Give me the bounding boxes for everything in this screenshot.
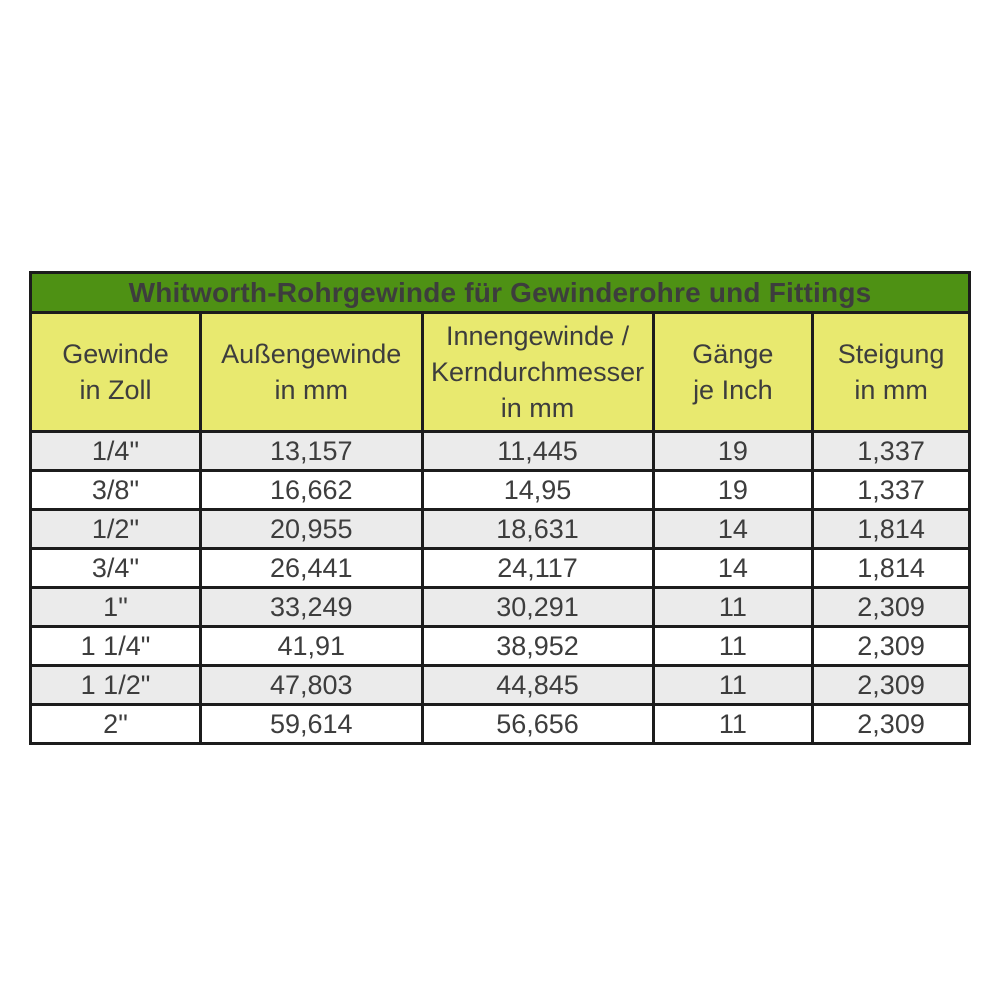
table-cell: 56,656 bbox=[422, 705, 653, 744]
table-cell: 30,291 bbox=[422, 588, 653, 627]
table-row bbox=[31, 666, 970, 705]
table-cell: 1,814 bbox=[813, 510, 970, 549]
table-cell: 59,614 bbox=[200, 705, 422, 744]
table-cell: 38,952 bbox=[422, 627, 653, 666]
table-cell: 1" bbox=[31, 588, 201, 627]
column-header-steigung: Steigung in mm bbox=[813, 313, 970, 432]
table-cell: 2,309 bbox=[813, 588, 970, 627]
table-cell: 1,337 bbox=[813, 432, 970, 471]
table-row bbox=[31, 432, 970, 471]
whitworth-thread-table bbox=[29, 271, 971, 745]
column-header-innengewinde: Innengewinde / Kerndurchmesser in mm bbox=[422, 313, 653, 432]
table-cell: 1 1/4" bbox=[31, 627, 201, 666]
table-cell: 11 bbox=[653, 588, 813, 627]
table-cell: 41,91 bbox=[200, 627, 422, 666]
table-cell: 1,814 bbox=[813, 549, 970, 588]
table-cell: 26,441 bbox=[200, 549, 422, 588]
table-cell: 19 bbox=[653, 432, 813, 471]
table-cell: 44,845 bbox=[422, 666, 653, 705]
table-row bbox=[31, 588, 970, 627]
column-header-gewinde-in-zoll: Gewinde in Zoll bbox=[31, 313, 201, 432]
table-cell: 11,445 bbox=[422, 432, 653, 471]
table-cell: 11 bbox=[653, 666, 813, 705]
table-row bbox=[31, 471, 970, 510]
table-title: Whitworth-Rohrgewinde für Gewinderohre und Fittings bbox=[31, 273, 970, 313]
table-cell: 11 bbox=[653, 705, 813, 744]
title-row bbox=[31, 273, 970, 313]
table-row bbox=[31, 627, 970, 666]
table-cell: 33,249 bbox=[200, 588, 422, 627]
table-cell: 1 1/2" bbox=[31, 666, 201, 705]
thread-table-container bbox=[29, 271, 971, 745]
table-cell: 1/4" bbox=[31, 432, 201, 471]
table-cell: 14,95 bbox=[422, 471, 653, 510]
column-header-gaenge-je-inch: Gänge je Inch bbox=[653, 313, 813, 432]
table-cell: 1,337 bbox=[813, 471, 970, 510]
table-cell: 11 bbox=[653, 627, 813, 666]
table-cell: 24,117 bbox=[422, 549, 653, 588]
table-cell: 2" bbox=[31, 705, 201, 744]
table-cell: 13,157 bbox=[200, 432, 422, 471]
column-header-aussengewinde: Außengewinde in mm bbox=[200, 313, 422, 432]
table-cell: 14 bbox=[653, 549, 813, 588]
header-row bbox=[31, 313, 970, 432]
table-row bbox=[31, 549, 970, 588]
table-cell: 16,662 bbox=[200, 471, 422, 510]
table-cell: 20,955 bbox=[200, 510, 422, 549]
table-cell: 2,309 bbox=[813, 666, 970, 705]
table-row bbox=[31, 705, 970, 744]
table-cell: 2,309 bbox=[813, 705, 970, 744]
table-cell: 1/2" bbox=[31, 510, 201, 549]
table-cell: 14 bbox=[653, 510, 813, 549]
table-cell: 19 bbox=[653, 471, 813, 510]
table-cell: 2,309 bbox=[813, 627, 970, 666]
table-cell: 47,803 bbox=[200, 666, 422, 705]
table-cell: 3/4" bbox=[31, 549, 201, 588]
table-cell: 3/8" bbox=[31, 471, 201, 510]
table-row bbox=[31, 510, 970, 549]
table-cell: 18,631 bbox=[422, 510, 653, 549]
